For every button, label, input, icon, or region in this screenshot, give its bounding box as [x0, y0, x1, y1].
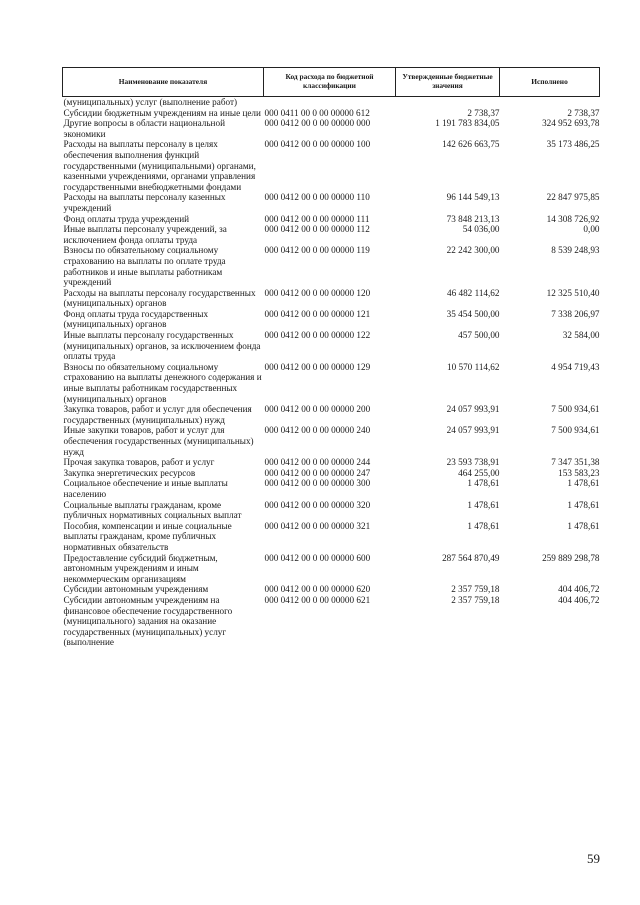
row-approved: 24 057 993,91 — [446, 404, 500, 415]
row-approved: 73 848 213,13 — [446, 213, 500, 224]
table-row — [63, 457, 600, 468]
row-code: 000 0412 00 0 00 00000 247 — [264, 467, 371, 478]
row-executed: 324 952 693,78 — [542, 118, 600, 129]
row-executed: 12 325 510,40 — [546, 287, 600, 298]
row-code: 000 0412 00 0 00 00000 600 — [264, 552, 371, 563]
row-executed: 7 500 934,61 — [551, 425, 600, 436]
row-approved: 22 242 300,00 — [446, 245, 500, 256]
row-approved: 24 057 993,91 — [446, 425, 500, 436]
row-executed: 8 539 248,93 — [551, 245, 600, 256]
row-executed: 22 847 975,85 — [546, 192, 600, 203]
row-code: 000 0412 00 0 00 00000 129 — [264, 361, 371, 372]
row-executed: 35 173 486,25 — [546, 139, 600, 150]
table-body — [63, 97, 600, 648]
table-row — [63, 425, 600, 457]
row-approved: 96 144 549,13 — [446, 192, 500, 203]
row-approved: 464 255,00 — [458, 467, 500, 478]
table-row — [63, 362, 600, 404]
row-code: 000 0412 00 0 00 00000 240 — [264, 425, 371, 436]
row-approved: 10 570 114,62 — [447, 361, 500, 372]
row-name: Расходы на выплаты персоналу государственных (муниципальных) органов — [63, 287, 256, 309]
row-name: Субсидии автономным учреждениям на финансовое обеспечение государственного (муниципального) задания на оказание государственных (муниципальных) услуг (выполнение — [63, 594, 233, 648]
table-row — [63, 97, 600, 108]
row-approved: 142 626 663,75 — [442, 139, 500, 150]
row-name: Иные выплаты персоналу учреждений, за исключением фонда оплаты труда — [63, 224, 227, 245]
row-name: Пособия, компенсации и иные социальные выплаты гражданам, кроме публичных нормативных обязательств — [63, 520, 232, 552]
row-approved: 1 478,61 — [467, 478, 500, 489]
table-row — [63, 584, 600, 595]
row-approved: 54 036,00 — [462, 224, 500, 235]
row-approved — [396, 97, 500, 108]
table-row — [63, 309, 600, 330]
row-approved: 1 478,61 — [467, 520, 500, 531]
header-code: Код расхода по бюджетной классификации — [264, 68, 396, 97]
row-name: Социальные выплаты гражданам, кроме публичных нормативных социальных выплат — [63, 499, 242, 521]
row-name: Иные закупки товаров, работ и услуг для обеспечения государственных (муниципальных) нужд — [63, 425, 254, 457]
table-row — [63, 192, 600, 213]
row-code — [264, 97, 396, 108]
row-code: 000 0412 00 0 00 00000 111 — [264, 213, 370, 224]
row-name: Прочая закупка товаров, работ и услуг — [63, 457, 215, 468]
table-row — [63, 478, 600, 499]
row-name: Расходы на выплаты персоналу в целях обеспечения выполнения функций государственными (муниципальными) органами, казенными учреждениями, органами управления государственными внебюджетными фондами — [63, 139, 256, 192]
row-approved: 46 482 114,62 — [447, 287, 500, 298]
row-name: Фонд оплаты труда учреждений — [63, 213, 190, 224]
table-row — [63, 214, 600, 225]
row-code: 000 0412 00 0 00 00000 120 — [264, 287, 371, 298]
table-row — [63, 500, 600, 521]
row-code: 000 0412 00 0 00 00000 122 — [264, 330, 371, 341]
row-executed — [500, 97, 600, 108]
header-approved: Утвержденные бюджетные значения — [396, 68, 500, 97]
row-name: Другие вопросы в области национальной экономики — [63, 118, 225, 139]
row-code: 000 0412 00 0 00 00000 621 — [264, 594, 371, 605]
row-executed: 14 308 726,92 — [546, 213, 600, 224]
row-approved: 2 357 759,18 — [451, 594, 500, 605]
row-code: 000 0412 00 0 00 00000 000 — [264, 118, 371, 129]
row-name: Иные выплаты персоналу государственных (муниципальных) органов, за исключением фонда оплаты труда — [63, 330, 261, 362]
table-row — [63, 404, 600, 425]
header-name: Наименование показателя — [63, 68, 264, 97]
row-name: Субсидии автономным учреждениям — [63, 584, 209, 595]
row-approved: 23 593 738,91 — [446, 457, 500, 468]
row-code: 000 0412 00 0 00 00000 620 — [264, 584, 371, 595]
row-code: 000 0412 00 0 00 00000 244 — [264, 457, 371, 468]
row-executed: 404 406,72 — [558, 584, 600, 595]
table-row — [63, 224, 600, 245]
row-name: Фонд оплаты труда государственных (муниципальных) органов — [63, 308, 209, 330]
row-name: Взносы по обязательному социальному страхованию на выплаты денежного содержания и иные выплаты работникам государственных (муниципальных) органов — [63, 361, 262, 404]
row-name: Субсидии бюджетным учреждениям на иные цели — [63, 107, 261, 118]
row-executed: 0,00 — [583, 224, 600, 235]
row-approved: 1 478,61 — [467, 499, 500, 510]
row-code: 000 0412 00 0 00 00000 320 — [264, 499, 371, 510]
row-executed: 1 478,61 — [567, 478, 600, 489]
row-name: Расходы на выплаты персоналу казенных учреждений — [63, 192, 226, 213]
row-executed: 404 406,72 — [558, 594, 600, 605]
row-name: Закупка энергетических ресурсов — [63, 467, 196, 478]
row-executed: 7 347 351,38 — [551, 457, 600, 468]
row-code: 000 0412 00 0 00 00000 119 — [264, 245, 370, 256]
table-row — [63, 330, 600, 362]
budget-execution-table — [62, 67, 600, 648]
row-code: 000 0412 00 0 00 00000 121 — [264, 308, 371, 319]
table-row — [63, 108, 600, 119]
table-row — [63, 118, 600, 139]
page-number: 59 — [587, 851, 600, 866]
table-row — [63, 521, 600, 553]
header-executed: Исполнено — [500, 68, 600, 97]
row-code: 000 0412 00 0 00 00000 321 — [264, 520, 371, 531]
row-executed: 153 583,23 — [558, 467, 600, 478]
row-name: Предоставление субсидий бюджетным, автономным учреждениям и иным некоммерческим организациям — [63, 552, 218, 584]
row-code: 000 0412 00 0 00 00000 110 — [264, 192, 370, 203]
row-executed: 32 584,00 — [562, 330, 600, 341]
row-name: Взносы по обязательному социальному страхованию на выплаты по оплате труда работников и иные выплаты работникам учреждений — [63, 245, 226, 288]
row-code: 000 0411 00 0 00 00000 612 — [264, 107, 370, 118]
row-approved: 457 500,00 — [458, 330, 500, 341]
table-row — [63, 595, 600, 648]
row-approved: 287 564 870,49 — [442, 552, 500, 563]
row-approved: 2 357 759,18 — [451, 584, 500, 595]
table-row — [63, 245, 600, 287]
row-approved: 2 738,37 — [467, 107, 500, 118]
row-name: Закупка товаров, работ и услуг для обеспечения государственных (муниципальных) нужд — [63, 404, 252, 425]
row-name: (муниципальных) услуг (выполнение работ) — [63, 97, 238, 107]
row-name: Социальное обеспечение и иные выплаты населению — [63, 478, 228, 499]
table-header — [63, 68, 600, 97]
row-code: 000 0412 00 0 00 00000 200 — [264, 404, 371, 415]
row-approved: 35 454 500,00 — [446, 308, 500, 319]
row-approved: 1 191 783 834,05 — [435, 118, 500, 129]
table-row — [63, 468, 600, 479]
row-code: 000 0412 00 0 00 00000 112 — [264, 224, 370, 235]
table-row — [63, 553, 600, 585]
row-executed: 7 500 934,61 — [551, 404, 600, 415]
row-executed: 2 738,37 — [567, 107, 600, 118]
table-row — [63, 288, 600, 309]
row-executed: 4 954 719,43 — [551, 361, 600, 372]
row-executed: 7 338 206,97 — [551, 308, 600, 319]
table-row — [63, 139, 600, 192]
row-code: 000 0412 00 0 00 00000 300 — [264, 478, 371, 489]
row-executed: 259 889 298,78 — [542, 552, 600, 563]
row-code: 000 0412 00 0 00 00000 100 — [264, 139, 371, 150]
row-executed: 1 478,61 — [567, 520, 600, 531]
row-executed: 1 478,61 — [567, 499, 600, 510]
